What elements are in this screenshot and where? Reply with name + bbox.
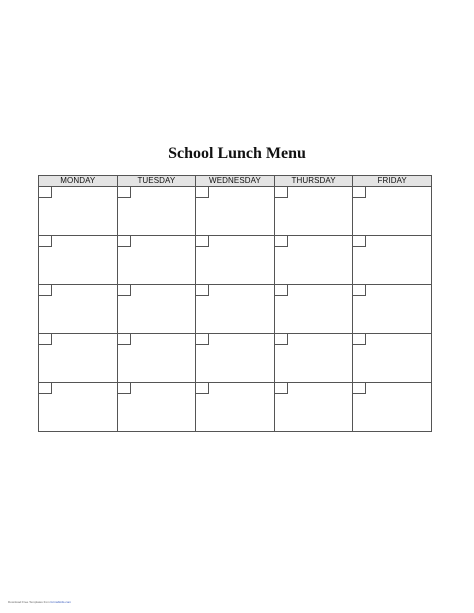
date-box[interactable] xyxy=(353,187,366,198)
date-box[interactable] xyxy=(275,334,288,345)
date-box[interactable] xyxy=(39,334,52,345)
day-header-thursday: THURSDAY xyxy=(274,176,353,187)
menu-cell[interactable] xyxy=(274,236,353,285)
menu-cell[interactable] xyxy=(353,236,432,285)
menu-cell[interactable] xyxy=(196,383,275,432)
date-box[interactable] xyxy=(39,236,52,247)
date-box[interactable] xyxy=(118,334,131,345)
menu-cell[interactable] xyxy=(39,285,118,334)
date-box[interactable] xyxy=(196,334,209,345)
menu-cell[interactable] xyxy=(39,236,118,285)
menu-cell[interactable] xyxy=(117,187,196,236)
menu-cell[interactable] xyxy=(117,285,196,334)
week-row xyxy=(39,236,432,285)
date-box[interactable] xyxy=(39,187,52,198)
menu-cell[interactable] xyxy=(274,285,353,334)
menu-cell[interactable] xyxy=(39,383,118,432)
date-box[interactable] xyxy=(39,285,52,296)
week-row xyxy=(39,187,432,236)
date-box[interactable] xyxy=(196,236,209,247)
footer-link[interactable]: formsbirds.com xyxy=(50,600,71,604)
date-box[interactable] xyxy=(196,383,209,394)
menu-cell[interactable] xyxy=(196,285,275,334)
date-box[interactable] xyxy=(353,383,366,394)
footer-note xyxy=(8,600,71,604)
day-header-monday: MONDAY xyxy=(39,176,118,187)
menu-cell[interactable] xyxy=(274,334,353,383)
date-box[interactable] xyxy=(118,236,131,247)
week-row xyxy=(39,285,432,334)
menu-cell[interactable] xyxy=(39,334,118,383)
menu-cell[interactable] xyxy=(353,334,432,383)
menu-header xyxy=(39,176,432,187)
lunch-menu-table xyxy=(38,175,432,432)
date-box[interactable] xyxy=(353,236,366,247)
menu-cell[interactable] xyxy=(353,187,432,236)
date-box[interactable] xyxy=(118,285,131,296)
date-box[interactable] xyxy=(39,383,52,394)
date-box[interactable] xyxy=(353,285,366,296)
page-title: School Lunch Menu xyxy=(168,145,306,162)
day-header-wednesday: WEDNESDAY xyxy=(196,176,275,187)
footer-text: Download Free Templates from xyxy=(8,600,50,604)
day-header-tuesday: TUESDAY xyxy=(117,176,196,187)
week-row xyxy=(39,334,432,383)
menu-cell[interactable] xyxy=(117,383,196,432)
menu-cell[interactable] xyxy=(274,383,353,432)
menu-cell[interactable] xyxy=(196,334,275,383)
menu-cell[interactable] xyxy=(196,187,275,236)
menu-cell[interactable] xyxy=(39,187,118,236)
menu-body xyxy=(39,187,432,432)
date-box[interactable] xyxy=(353,334,366,345)
date-box[interactable] xyxy=(196,187,209,198)
menu-cell[interactable] xyxy=(196,236,275,285)
date-box[interactable] xyxy=(275,236,288,247)
menu-cell[interactable] xyxy=(274,187,353,236)
date-box[interactable] xyxy=(196,285,209,296)
date-box[interactable] xyxy=(118,187,131,198)
day-header-friday: FRIDAY xyxy=(353,176,432,187)
menu-cell[interactable] xyxy=(353,285,432,334)
day-header-row xyxy=(39,176,432,187)
date-box[interactable] xyxy=(275,187,288,198)
date-box[interactable] xyxy=(275,383,288,394)
week-row xyxy=(39,383,432,432)
date-box[interactable] xyxy=(275,285,288,296)
menu-cell[interactable] xyxy=(117,334,196,383)
date-box[interactable] xyxy=(118,383,131,394)
menu-cell[interactable] xyxy=(117,236,196,285)
menu-cell[interactable] xyxy=(353,383,432,432)
